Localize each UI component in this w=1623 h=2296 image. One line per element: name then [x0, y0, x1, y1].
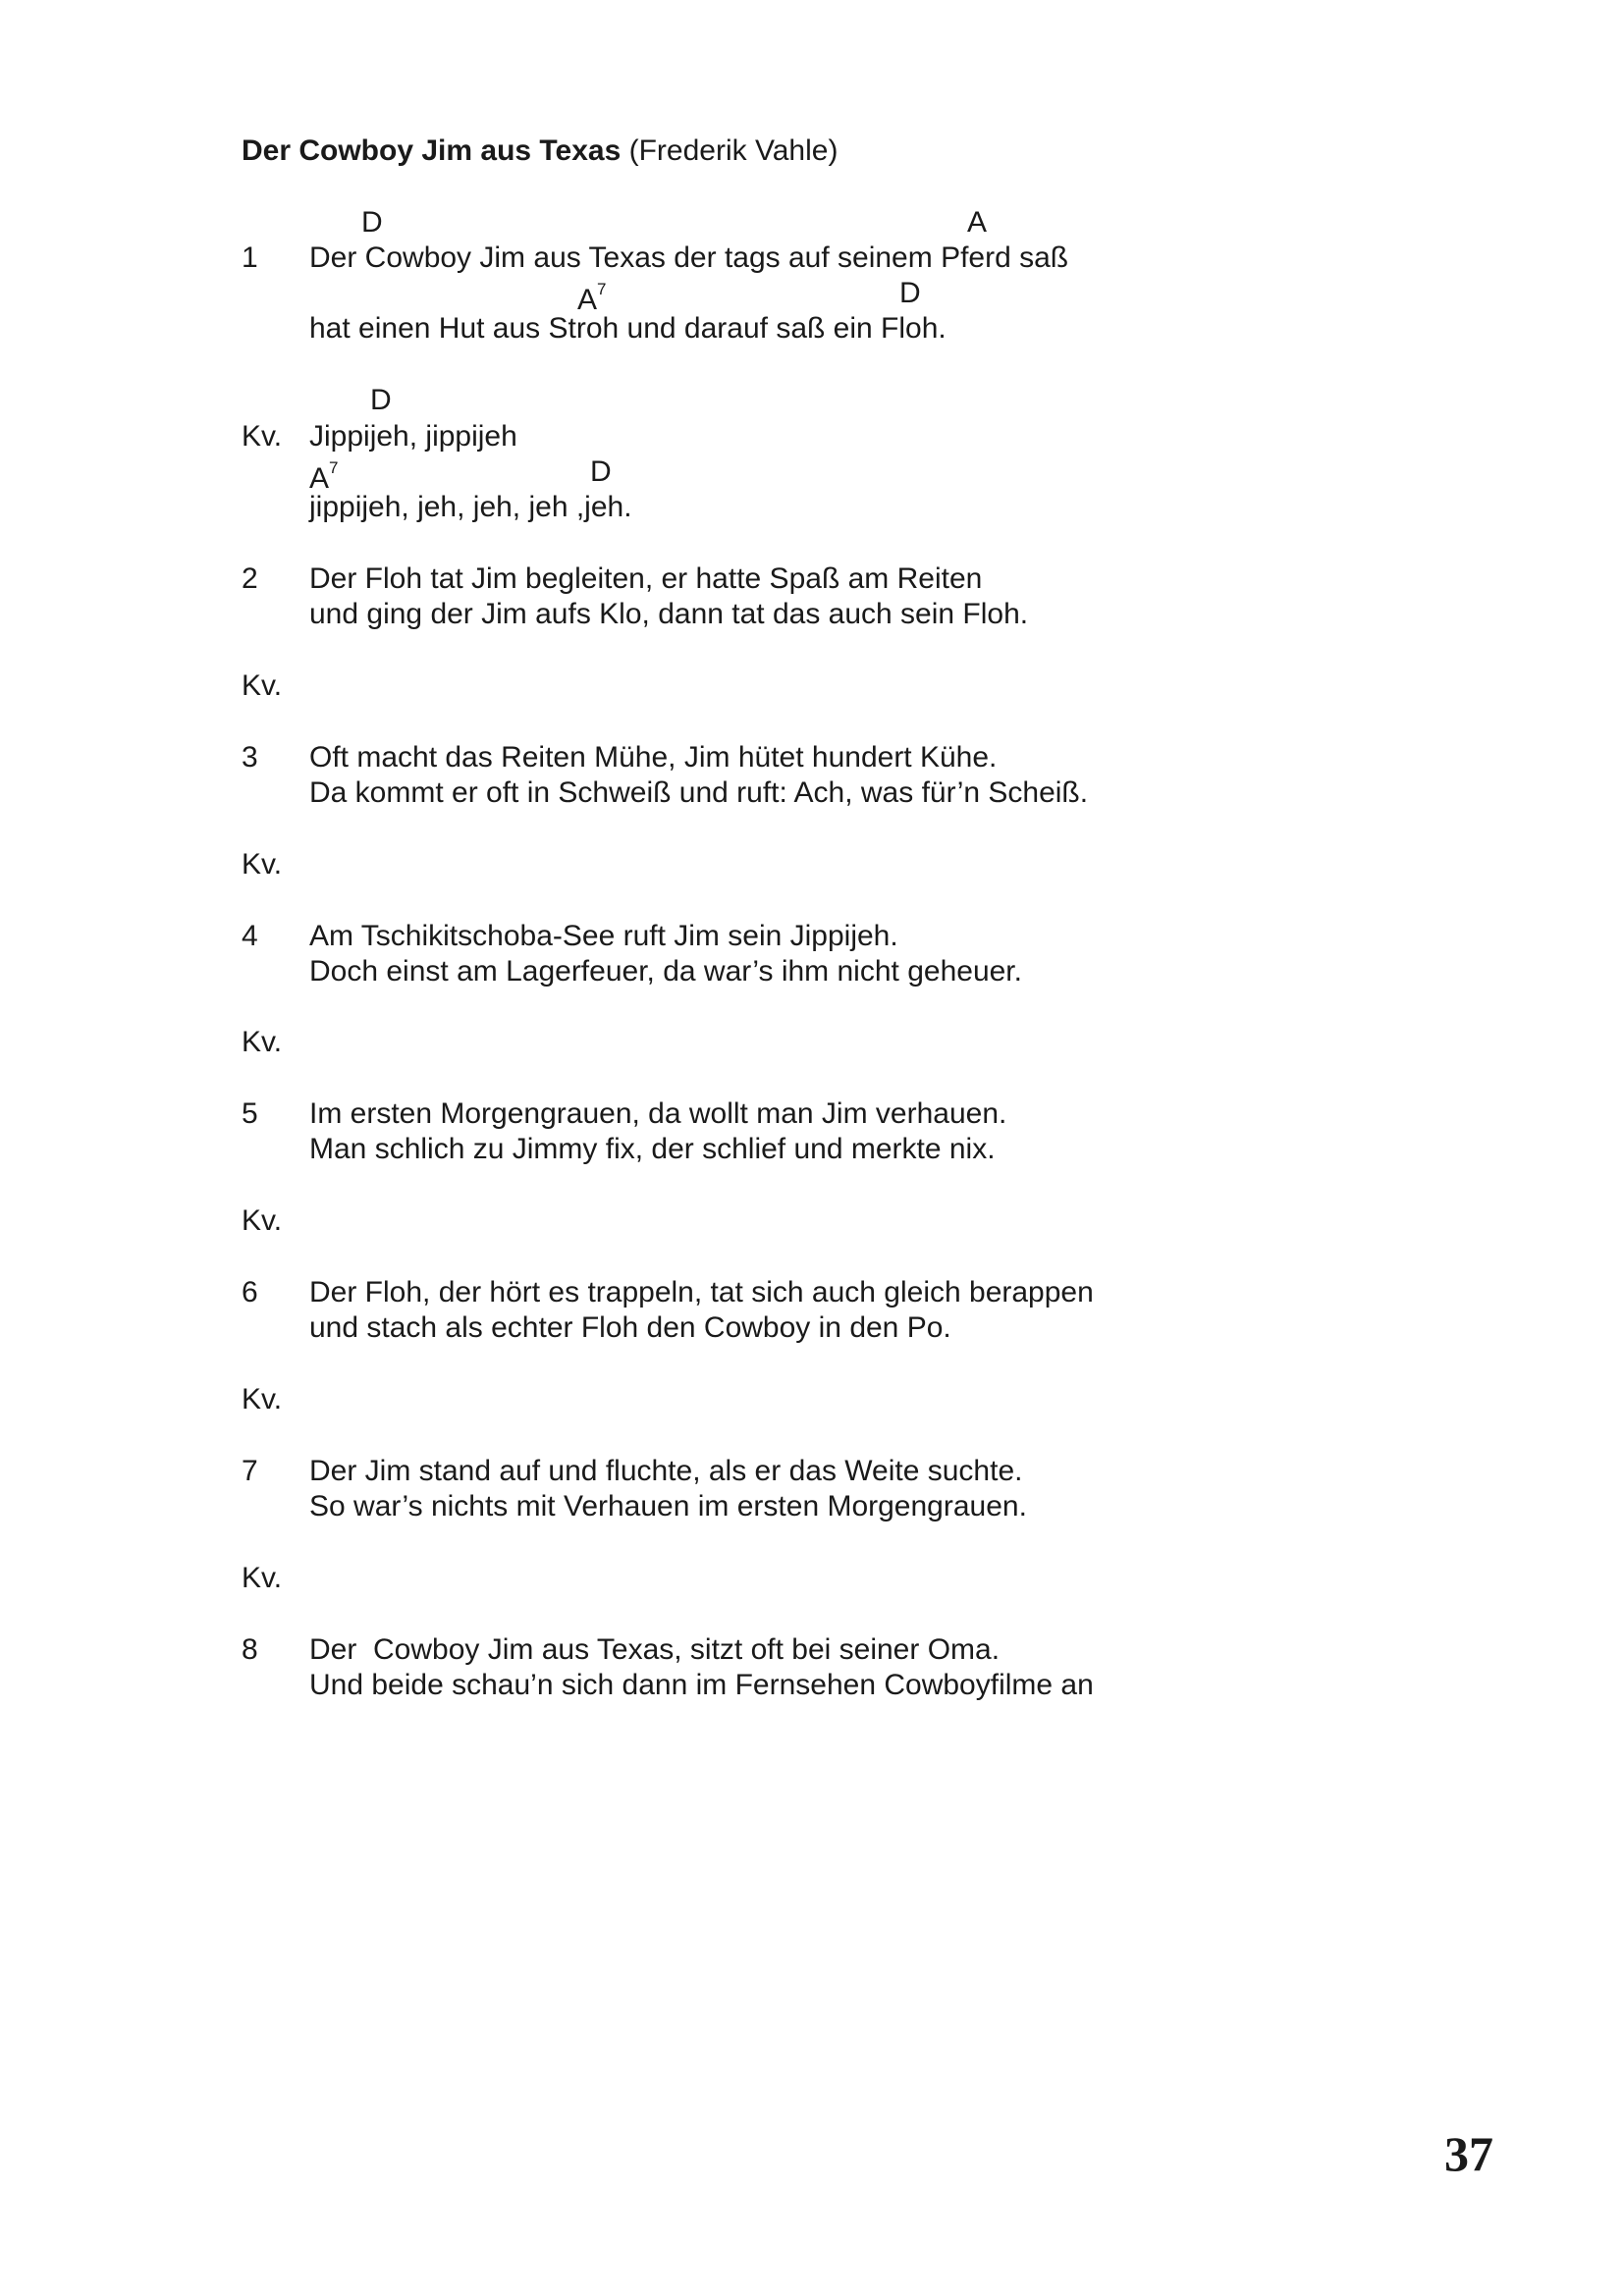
- lyric-line: Der Floh tat Jim begleiten, er hatte Spaß am Reiten: [309, 562, 983, 595]
- page-number: 37: [1444, 2126, 1493, 2181]
- verse-number: 2: [242, 562, 258, 595]
- lyric-line: und ging der Jim aufs Klo, dann tat das auch sein Floh.: [309, 598, 1029, 630]
- song-title: Der Cowboy Jim aus Texas: [242, 134, 622, 167]
- lyric-line: Und beide schau’n sich dann im Fernsehen Cowboyfilme an: [309, 1669, 1094, 1701]
- chorus-reference: Kv.: [242, 1383, 283, 1415]
- lyric-line: Man schlich zu Jimmy fix, der schlief und merkte nix.: [309, 1133, 996, 1165]
- chord-base: A: [309, 462, 330, 495]
- lyric-line: Im ersten Morgengrauen, da wollt man Jim verhauen.: [309, 1097, 1007, 1130]
- song-author: (Frederik Vahle): [628, 134, 839, 167]
- verse-number: 6: [242, 1276, 258, 1308]
- lyric-line: Doch einst am Lagerfeuer, da war’s ihm nicht geheuer.: [309, 955, 1022, 988]
- chord: A: [967, 206, 988, 239]
- lyric-line: hat einen Hut aus Stroh und darauf saß ein Floh.: [309, 312, 947, 345]
- chord: D: [370, 384, 392, 416]
- chord-extension: 7: [329, 458, 339, 477]
- lyric-line: und stach als echter Floh den Cowboy in den Po.: [309, 1311, 951, 1344]
- chord: D: [361, 206, 383, 239]
- lyric-line: Oft macht das Reiten Mühe, Jim hütet hundert Kühe.: [309, 741, 998, 774]
- lyric-line: Der Floh, der hört es trappeln, tat sich auch gleich berappen: [309, 1276, 1094, 1308]
- verse-number: 4: [242, 920, 258, 952]
- chord-base: A: [577, 284, 598, 316]
- chord: D: [899, 277, 921, 309]
- lyric-line: Der Jim stand auf und fluchte, als er das Weite suchte.: [309, 1455, 1023, 1487]
- verse-number: 5: [242, 1097, 258, 1130]
- chorus-reference: Kv.: [242, 848, 283, 881]
- chord: D: [590, 455, 612, 488]
- lyric-line: So war’s nichts mit Verhauen im ersten Morgengrauen.: [309, 1490, 1027, 1522]
- verse-number: 8: [242, 1633, 258, 1666]
- chorus-reference: Kv.: [242, 1562, 283, 1594]
- chorus-reference: Kv.: [242, 1026, 283, 1058]
- song-title-line: [242, 133, 838, 169]
- verse-number: 3: [242, 741, 258, 774]
- verse-number: 1: [242, 241, 258, 274]
- lyric-line: jippijeh, jeh, jeh, jeh ,jeh.: [309, 491, 632, 523]
- lyric-line: Da kommt er oft in Schweiß und ruft: Ach, was für’n Scheiß.: [309, 776, 1089, 809]
- verse-number: 7: [242, 1455, 258, 1487]
- chorus-reference: Kv.: [242, 1204, 283, 1237]
- lyric-line: Der Cowboy Jim aus Texas der tags auf seinem Pferd saß: [309, 241, 1069, 274]
- lyric-line: Am Tschikitschoba-See ruft Jim sein Jippijeh.: [309, 920, 898, 952]
- chord-extension: 7: [597, 280, 607, 298]
- chorus-label: Kv.: [242, 420, 283, 453]
- lyric-line: Jippijeh, jippijeh: [309, 420, 517, 453]
- lyric-line: Der Cowboy Jim aus Texas, sitzt oft bei seiner Oma.: [309, 1633, 1001, 1666]
- chorus-reference: Kv.: [242, 669, 283, 702]
